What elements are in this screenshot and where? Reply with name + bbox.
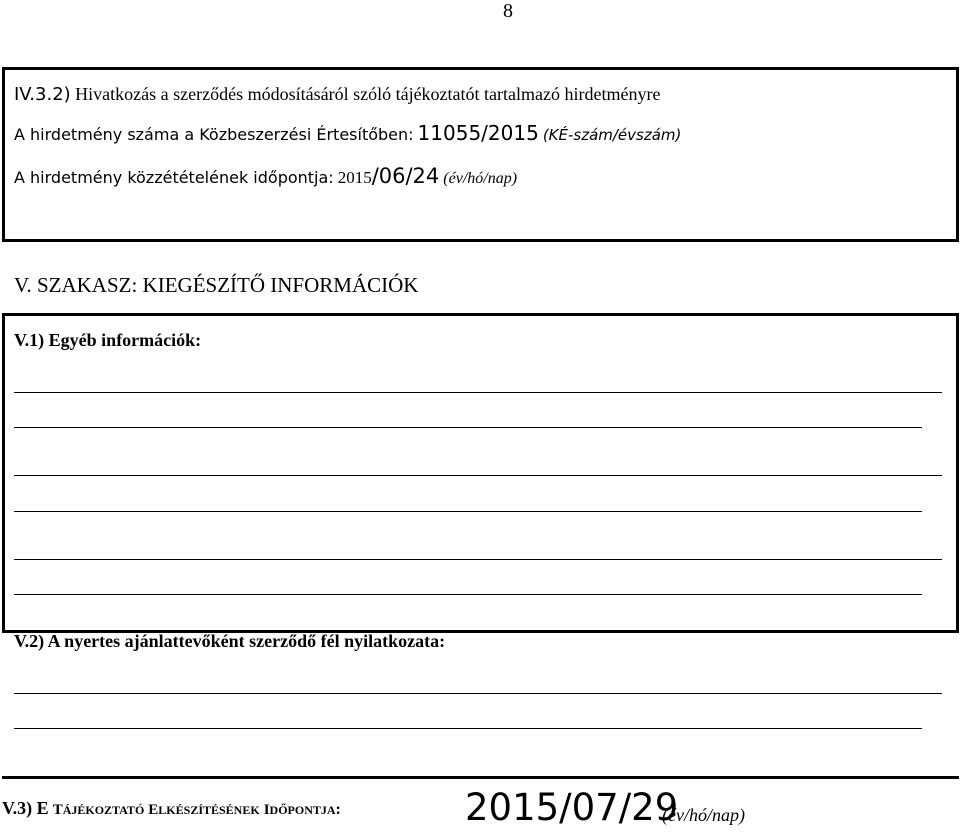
v1-answer-line-1 (14, 392, 942, 393)
v3-colon: : (335, 801, 341, 818)
section-v-title: V. SZAKASZ: KIEGÉSZÍTŐ INFORMÁCIÓK (14, 273, 419, 297)
v3-word1-initial: T (52, 802, 63, 818)
publication-date-label: A hirdetmény közzétételének időpontja: (14, 168, 334, 187)
section-v1-box (2, 313, 959, 633)
v3-word3-initial: I (263, 802, 270, 818)
publication-date-rest: /06/24 (371, 164, 440, 188)
v1-answer-line-4 (14, 511, 922, 512)
section-v3-line (2, 798, 341, 819)
v1-answer-line-2 (14, 427, 922, 428)
notice-number-format: (KÉ-szám/évszám) (542, 126, 682, 144)
v1-answer-line-3 (14, 475, 942, 476)
v2-answer-line-1 (14, 693, 942, 694)
v3-word1-rest: ÁJÉKOZTATÓ (62, 803, 145, 817)
section-v1-label: V.1) Egyéb információk: (14, 330, 202, 350)
v3-word2-initial: E (148, 802, 159, 818)
publication-date-line (14, 164, 517, 188)
notice-number-line (14, 121, 681, 145)
section-iv32-heading (14, 84, 660, 105)
section-v2-label: V.2) A nyertes ajánlattevőként szerződő fél nyilatkozata: (14, 631, 446, 651)
notice-number-label: A hirdetmény száma a Közbeszerzési Értesítőben: (14, 125, 414, 144)
section-v3-prefix: V.3) E (2, 798, 49, 818)
v3-date-value: 2015/07/29 (465, 786, 679, 829)
v1-answer-line-5 (14, 559, 942, 560)
notice-number-value: 11055/2015 (417, 121, 539, 145)
v1-answer-line-6 (14, 594, 922, 595)
section-iv32-number: IV.3.2) (14, 84, 71, 105)
v3-date-format: (év/hó/nap) (662, 805, 745, 825)
publication-date-year: 2015 (337, 168, 372, 187)
v3-word2-rest: LKÉSZÍTÉSÉNEK (158, 803, 260, 817)
v3-word3-rest: DŐPONTJA (269, 803, 336, 817)
publication-date-format: (év/hó/nap) (443, 170, 518, 187)
section-v3-top-border (2, 776, 959, 779)
section-iv32-title: Hivatkozás a szerződés módosításáról szóló tájékoztatót tartalmazó hirdetményre (75, 84, 661, 104)
v2-answer-line-2 (14, 728, 922, 729)
page-number: 8 (503, 0, 513, 22)
